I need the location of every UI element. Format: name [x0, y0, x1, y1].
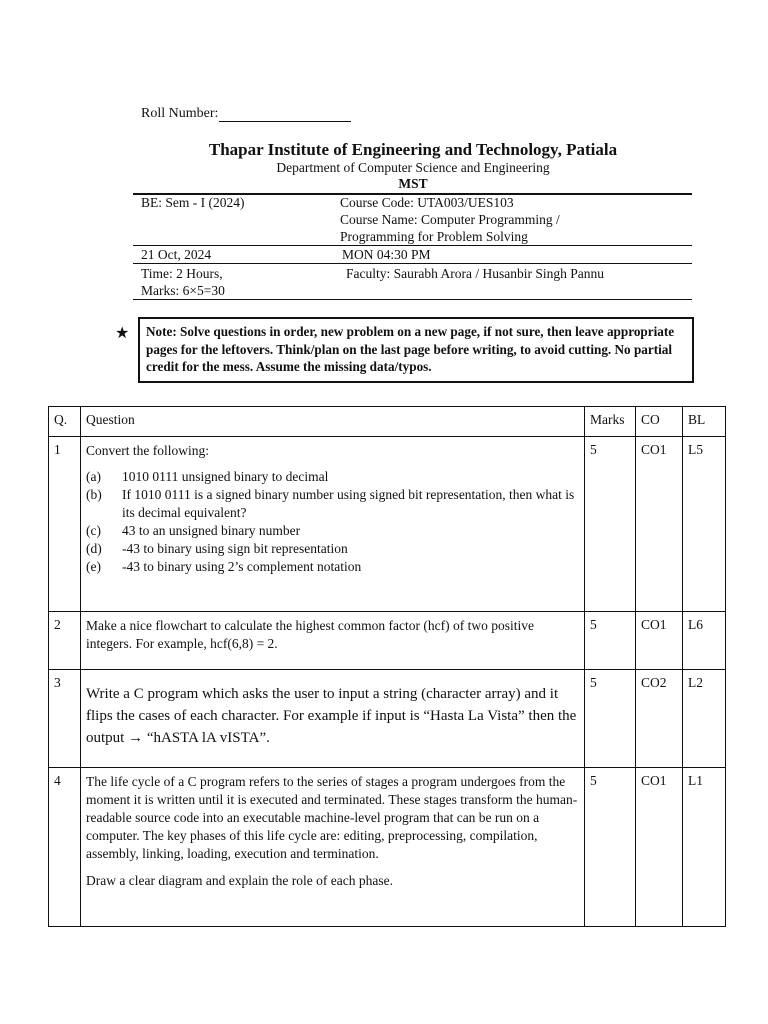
course-code: Course Code: UTA003/UES103 [340, 195, 514, 210]
table-header-row [49, 407, 726, 437]
question-bl: L5 [683, 437, 726, 612]
list-item [86, 468, 579, 486]
item-label: (e) [86, 559, 101, 574]
header-bl: BL [683, 407, 726, 437]
question-marks: 5 [585, 768, 636, 927]
question-number: 1 [49, 437, 81, 612]
list-item [86, 486, 579, 522]
list-item [86, 522, 579, 540]
roll-number-label: Roll Number: [141, 106, 219, 121]
semester: BE: Sem - I (2024) [141, 195, 245, 210]
question-body: The life cycle of a C program refers to the series of stages a program undergoes from the moment it is written until it is executed and terminated. These stages transform the human-readable source code into an executable machine-level program that can be run on a computer. The key phases of this life cycle are: editing, preprocessing, compilation, assembly, linking, loading, execution and termination. [86, 774, 578, 861]
exam-marks: Marks: 6×5=30 [141, 283, 225, 298]
header-question: Question [81, 407, 585, 437]
item-text: -43 to binary using sign bit representation [122, 541, 348, 556]
table-row [49, 612, 726, 670]
institute-title: Thapar Institute of Engineering and Technology, Patiala [208, 140, 618, 159]
faculty: Faculty: Saurabh Arora / Husanbir Singh Pannu [346, 266, 604, 281]
item-label: (c) [86, 523, 101, 538]
item-text: 43 to an unsigned binary number [122, 523, 301, 538]
question-intro: Convert the following: [86, 443, 209, 458]
exam-duration: Time: 2 Hours, [141, 266, 223, 281]
star-icon: ★ [115, 325, 130, 342]
question-text [81, 768, 585, 927]
time-marks [141, 265, 225, 299]
list-item [86, 540, 579, 558]
item-label: (b) [86, 487, 102, 502]
question-marks: 5 [585, 612, 636, 670]
question-marks: 5 [585, 437, 636, 612]
question-text: Make a nice flowchart to calculate the highest common factor (hcf) of two positive integers. For example, hcf(6,8) = 2. [81, 612, 585, 670]
question-number: 4 [49, 768, 81, 927]
exam-type: MST [398, 176, 428, 191]
item-text: -43 to binary using 2’s complement notation [122, 559, 362, 574]
questions-table [48, 406, 726, 927]
exam-day-time: MON 04:30 PM [342, 247, 431, 262]
table-row [49, 437, 726, 612]
course-name-line-1: Course Name: Computer Programming / [340, 212, 560, 227]
item-text: If 1010 0111 is a signed binary number using signed bit representation, then what is its decimal equivalent? [122, 487, 575, 520]
list-item [86, 558, 579, 576]
instructions-note: Note: Solve questions in order, new problem on a new page, if not sure, then leave appropriate pages for the leftovers. Think/plan on the last page before writing, to avoid cutting. No partial credit for the mess. Assume the missing data/typos. [138, 317, 694, 383]
table-row [49, 670, 726, 768]
department-name: Department of Computer Science and Engineering [276, 160, 550, 175]
roll-number [141, 106, 351, 122]
item-label: (d) [86, 541, 102, 556]
question-text [81, 437, 585, 612]
question-co: CO2 [636, 670, 683, 768]
course-name-line-2: Programming for Problem Solving [340, 229, 528, 244]
header-q: Q. [49, 407, 81, 437]
question-bl: L2 [683, 670, 726, 768]
question-bl: L6 [683, 612, 726, 670]
question-co: CO1 [636, 612, 683, 670]
question-text [81, 670, 585, 768]
question-instruction: Draw a clear diagram and explain the role of each phase. [86, 873, 393, 888]
question-bl: L1 [683, 768, 726, 927]
item-label: (a) [86, 469, 101, 484]
item-text: 1010 0111 unsigned binary to decimal [122, 469, 329, 484]
course-info [340, 194, 560, 245]
header-rule-bottom [133, 299, 692, 300]
question-body: Write a C program which asks the user to input a string (character array) and it flips the cases of each character. For example if input is “Hasta La Vista” then the output → “hASTA lA vISTA”. [86, 686, 577, 746]
header-rule-3 [133, 263, 692, 264]
question-co: CO1 [636, 437, 683, 612]
question-co: CO1 [636, 768, 683, 927]
question-number: 2 [49, 612, 81, 670]
question-marks: 5 [585, 670, 636, 768]
header-marks: Marks [585, 407, 636, 437]
exam-date: 21 Oct, 2024 [141, 247, 212, 262]
question-number: 3 [49, 670, 81, 768]
header-co: CO [636, 407, 683, 437]
roll-number-blank [219, 107, 351, 122]
table-row [49, 768, 726, 927]
